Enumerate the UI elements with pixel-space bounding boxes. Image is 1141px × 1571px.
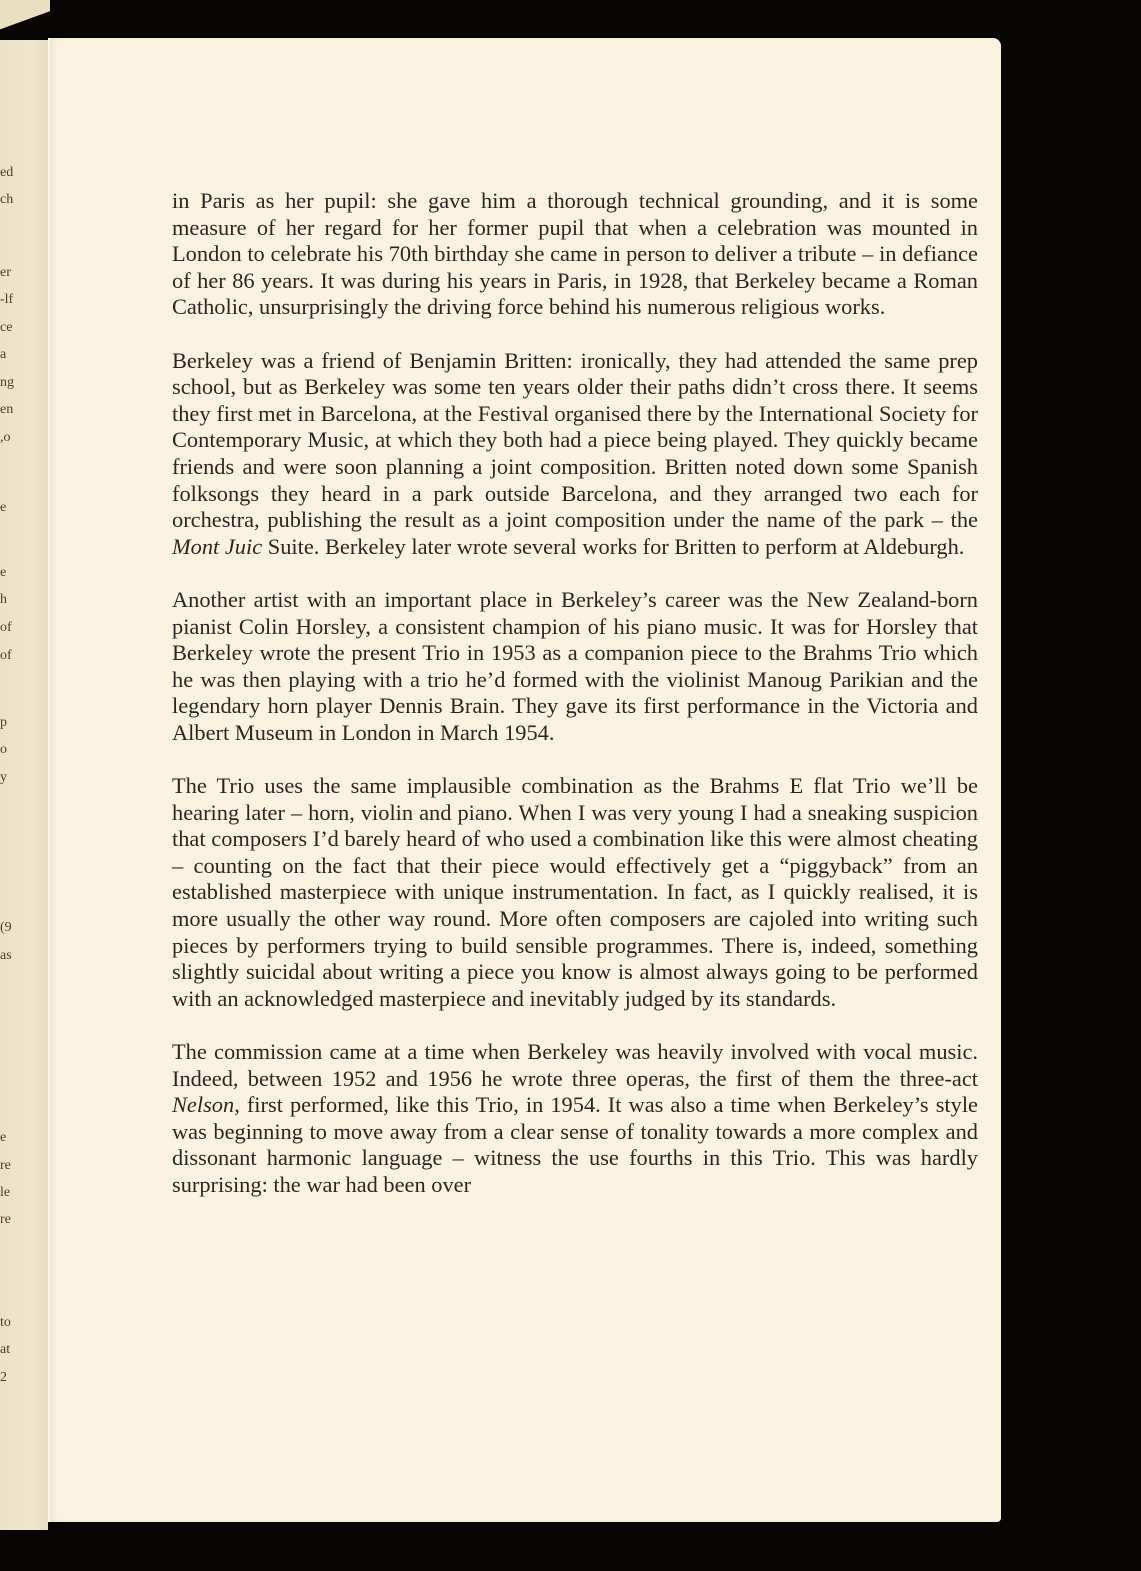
facing-page-fragment: er <box>0 265 11 280</box>
facing-page-fragment: 2 <box>0 1370 7 1385</box>
facing-page-fragment: at <box>0 1342 11 1357</box>
paragraph-1: in Paris as her pupil: she gave him a thorough technical grounding, and it is some measure of her regard for her former pupil that when a celebration was mounted in London to celebrate his 70th birthday she came in person to deliver a tribute – in defiance of her 86 years. It was during his years in Paris, in 1928, that Berkeley became a Roman Catholic, unsurprisingly the driving force behind his numerous religious works. <box>172 188 978 320</box>
italic-title-mont-juic: Mont Juic <box>172 533 263 559</box>
page-gutter <box>48 38 50 1522</box>
facing-page-fragment: o <box>0 742 7 757</box>
facing-page-fragment: of <box>0 620 12 635</box>
facing-page-fragment: o, <box>0 430 11 445</box>
facing-page-fragment: ch <box>0 192 14 207</box>
facing-page-fragment: y <box>0 770 7 785</box>
facing-page-fragment: 9) <box>0 920 12 935</box>
facing-page-fragment: ce <box>0 320 13 335</box>
facing-page-fragment: le <box>0 1185 11 1200</box>
facing-page-fragment: ed <box>0 165 14 180</box>
paragraph-5-text: The commission came at a time when Berkeley was heavily involved with vocal music. Indeed, between 1952 and 1956 he wrote three operas, the first of them the three-act <box>172 1039 978 1091</box>
paragraph-2 <box>172 348 978 561</box>
paragraph-4: The Trio uses the same implausible combination as the Brahms E flat Trio we’ll be hearing later – horn, violin and piano. When I was very young I had a sneaking suspicion that composers I’d barely heard of who used a combination like this were almost cheating – counting on the fact that their piece would effectively get a “piggyback” from an established masterpiece with unique instrumentation. In fact, as I quickly realised, it is more usually the other way round. More often composers are cajoled into writing such pieces by performers trying to build sensible programmes. There is, indeed, something slightly suicidal about writing a piece you know is almost always going to be performed with an acknowledged masterpiece and inevitably judged by its standards. <box>172 773 978 1011</box>
page-body <box>172 188 978 1199</box>
facing-page-fragment: of <box>0 648 12 663</box>
paragraph-2-text-end: Suite. Berkeley later wrote several works for Britten to perform at Aldeburgh. <box>262 533 965 559</box>
facing-page-fragment: en <box>0 402 14 417</box>
paragraph-2-text: Berkeley was a friend of Benjamin Britten: ironically, they had attended the same prep school, but as Berkeley was some ten years older their paths didn’t cross there. It seems they first met in Barcelona, at the Festival organised there by the International Society for Contemporary Music, at which they both had a piece being played. They quickly became friends and were soon planning a joint composition. Britten noted down some Spanish folksongs they heard in a park outside Barcelona, and they arranged two each for orchestra, publishing the result as a joint composition under the name of the park – the <box>172 347 978 533</box>
facing-page-text-fragments <box>0 0 16 1571</box>
facing-page-fragment: a <box>0 347 7 362</box>
paragraph-5-text-end: , first performed, like this Trio, in 1954. It was also a time when Berkeley’s style was beginning to move away from a clear sense of tonality towards a more complex and dissonant harmonic language – witness the use fourths in this Trio. This was hardly surprising: the war had been over <box>172 1092 978 1197</box>
facing-page-fragment: re <box>0 1212 11 1227</box>
italic-title-nelson: Nelson <box>172 1092 235 1118</box>
facing-page-fragment: re <box>0 1158 11 1173</box>
facing-page-fragment: ng <box>0 375 14 390</box>
facing-page-fragment: e <box>0 565 7 580</box>
paragraph-3: Another artist with an important place in Berkeley’s career was the New Zealand-born pianist Colin Horsley, a consistent champion of his piano music. It was for Horsley that Berkeley wrote the present Trio in 1953 as a companion piece to the Brahms Trio which he was then playing with a trio he’d formed with the violinist Manoug Parikian and the legendary horn player Dennis Brain. They gave its first performance in the Victoria and Albert Museum in London in March 1954. <box>172 586 978 745</box>
facing-page-fragment: as <box>0 948 12 963</box>
facing-page-fragment: to <box>0 1315 11 1330</box>
paragraph-5 <box>172 1039 978 1199</box>
facing-page-fragment: lf- <box>0 292 14 307</box>
facing-page-fragment: h <box>0 592 7 607</box>
facing-page-fragment: p <box>0 715 7 730</box>
facing-page-fragment: e <box>0 500 7 515</box>
facing-page-fragment: e <box>0 1130 7 1145</box>
